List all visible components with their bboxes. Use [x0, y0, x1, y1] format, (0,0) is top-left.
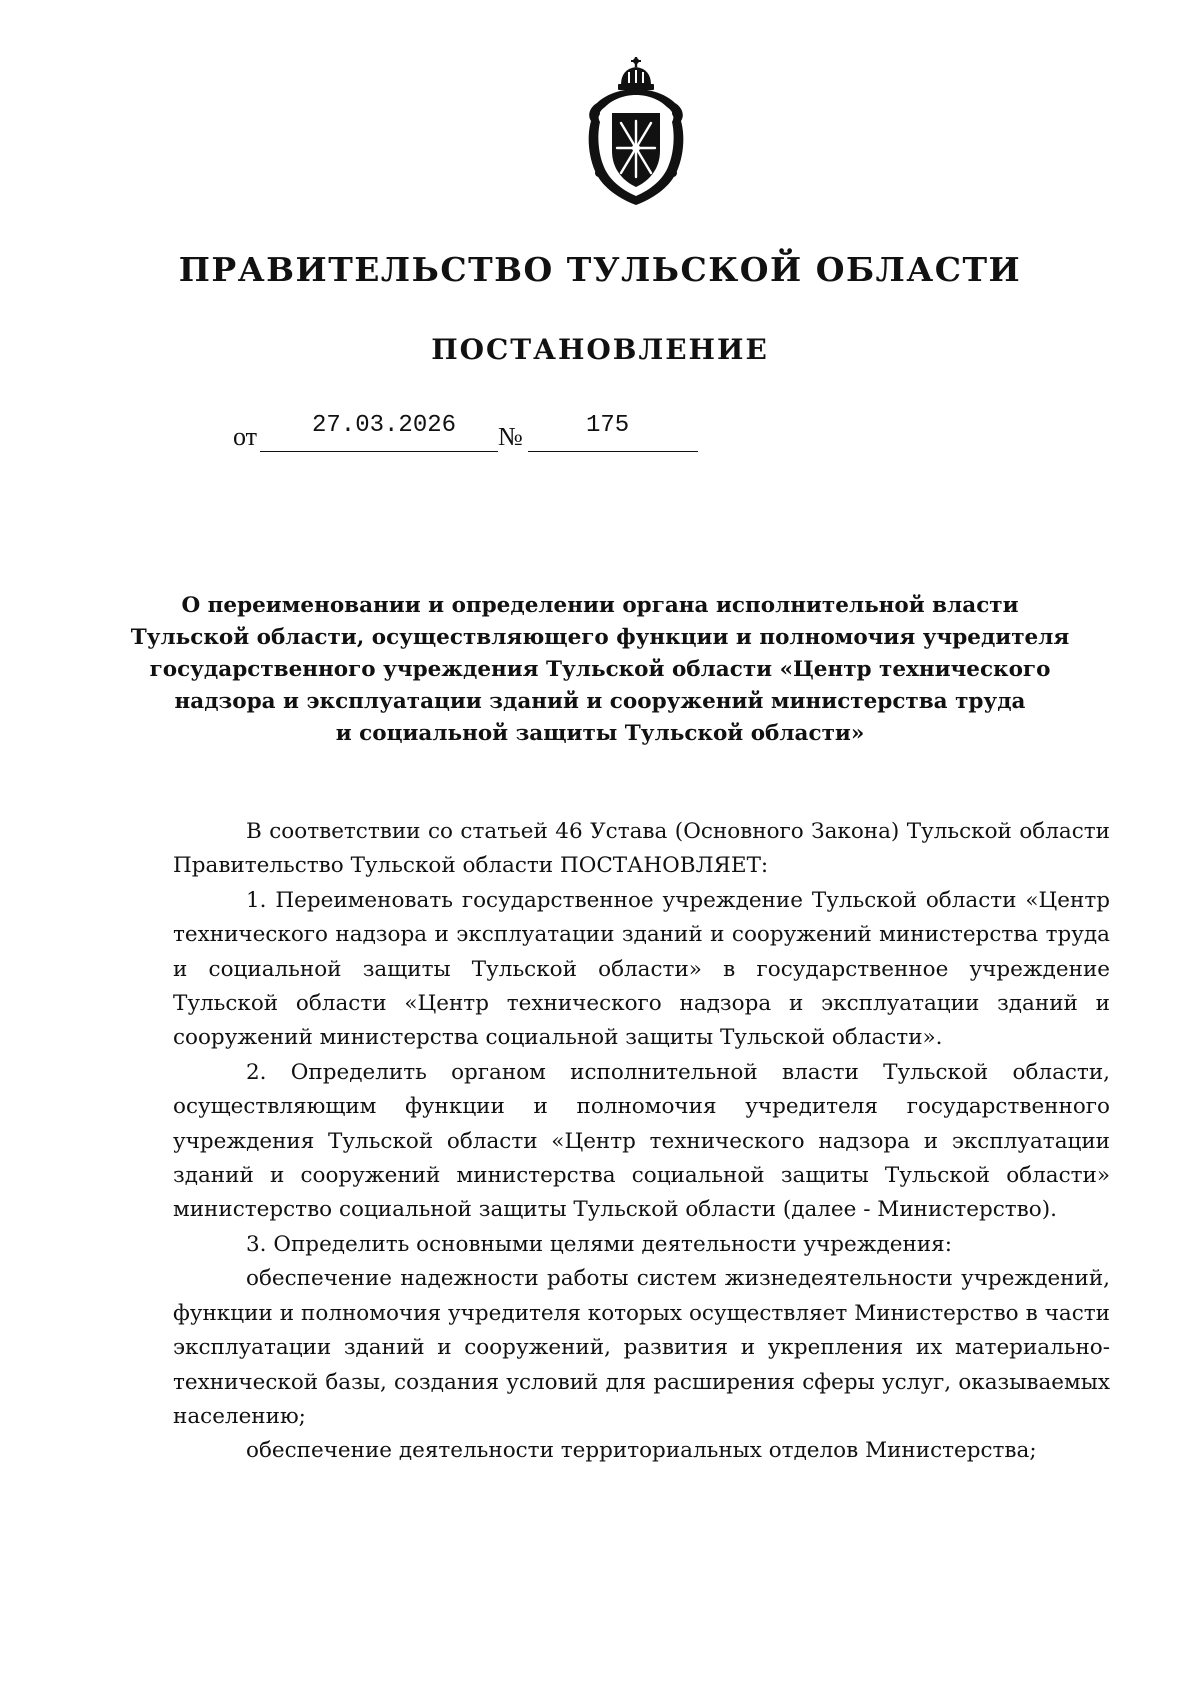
date-underline: [260, 451, 498, 452]
document-body: [173, 815, 1110, 1469]
date-prefix: от: [233, 422, 258, 451]
body-paragraph: 1. Переименовать государственное учреждение Тульской области «Центр технического надзора и эксплуатации зданий и сооружений министерства труда и социальной защиты Тульской области» в государственное учреждение Тульской области «Центр технического надзора и эксплуатации зданий и сооружений министерства социальной защиты Тульской области».: [173, 887, 1110, 1051]
subject-line: О переименовании и определении органа исполнительной власти: [181, 593, 1019, 618]
number-prefix: №: [498, 422, 523, 451]
subject-line: и социальной защиты Тульской области»: [335, 721, 865, 746]
document-type: ПОСТАНОВЛЕНИЕ: [431, 333, 769, 366]
body-paragraph: В соответствии со статьей 46 Устава (Основного Закона) Тульской области Правительство Тульской области ПОСТАНОВЛЯЕТ:: [173, 819, 1110, 879]
subject-line: Тульской области, осуществляющего функции и полномочия учредителя: [130, 625, 1070, 650]
subject-line: государственного учреждения Тульской области «Центр технического: [149, 657, 1051, 682]
body-paragraph: 2. Определить органом исполнительной власти Тульской области, осуществляющим функции и полномочия учредителя государственного учреждения Тульской области «Центр технического надзора и эксплуатации зданий и сооружений министерства социальной защиты Тульской области» министерство социальной защиты Тульской области (далее - Министерство).: [173, 1059, 1110, 1223]
document-requisites: [0, 412, 1200, 452]
document-number: 175: [586, 412, 630, 439]
number-underline: [528, 451, 698, 452]
body-paragraph: обеспечение надежности работы систем жизнедеятельности учреждений, функции и полномочия учредителя которых осуществляет Министерство в части эксплуатации зданий и сооружений, развития и укрепления их материально-технической базы, создания условий для расширения сферы услуг, оказываемых населению;: [173, 1266, 1110, 1429]
organization-title: ПРАВИТЕЛЬСТВО ТУЛЬСКОЙ ОБЛАСТИ: [178, 250, 1022, 289]
body-paragraph: 3. Определить основными целями деятельности учреждения:: [246, 1231, 952, 1257]
document-date: 27.03.2026: [312, 412, 457, 439]
tula-region-coat-of-arms-icon: [585, 55, 687, 207]
subject-line: надзора и эксплуатации зданий и сооружений министерства труда: [174, 689, 1026, 714]
body-paragraph: обеспечение деятельности территориальных отделов Министерства;: [246, 1438, 1037, 1464]
document-subject: [130, 590, 1070, 750]
